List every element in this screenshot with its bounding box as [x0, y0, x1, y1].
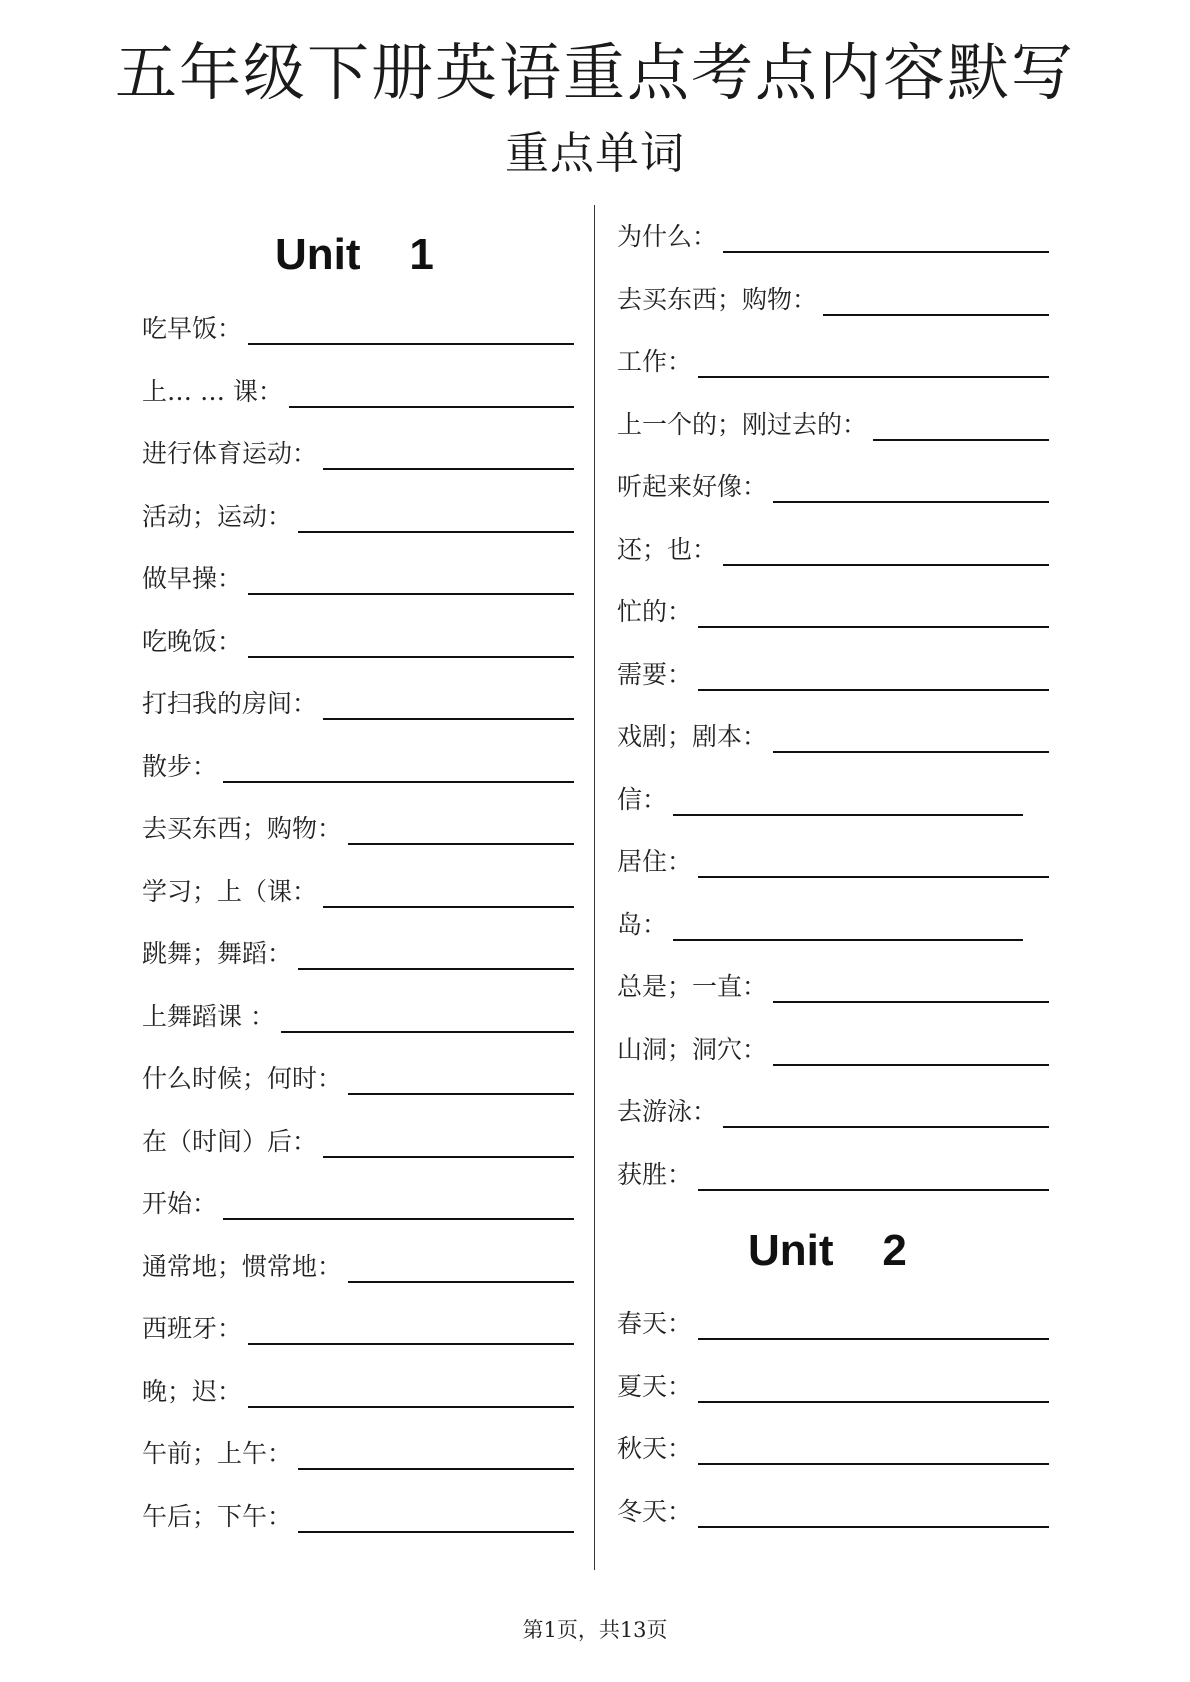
vocab-row — [142, 436, 574, 470]
vocab-prompt: 学习；上（课： — [142, 876, 318, 906]
answer-blank-line[interactable] — [223, 781, 574, 783]
vocab-prompt: 活动；运动： — [142, 501, 293, 531]
answer-blank-line[interactable] — [723, 564, 1049, 566]
vocab-prompt: 居住： — [617, 847, 693, 876]
vocab-prompt: 获胜： — [617, 1159, 693, 1189]
vocab-prompt: 打扫我的房间： — [142, 689, 318, 718]
vocab-prompt: 需要： — [617, 659, 693, 689]
answer-blank-line[interactable] — [281, 1031, 574, 1033]
vocab-prompt: 春天： — [617, 1309, 693, 1338]
answer-blank-line[interactable] — [323, 718, 574, 720]
answer-blank-line[interactable] — [289, 406, 574, 408]
answer-blank-line[interactable] — [248, 1406, 574, 1408]
vocab-row — [142, 811, 574, 845]
vocab-prompt: 秋天： — [617, 1434, 693, 1463]
vocab-row — [617, 1431, 1049, 1465]
vocab-prompt: 岛： — [617, 909, 668, 939]
answer-blank-line[interactable] — [348, 843, 574, 845]
answer-blank-line[interactable] — [248, 593, 574, 595]
vocab-row — [142, 499, 574, 533]
answer-blank-line[interactable] — [698, 1189, 1049, 1191]
vocab-row — [142, 311, 574, 345]
vocab-prompt: 做早操： — [142, 564, 243, 593]
vocab-prompt: 去买东西；购物： — [142, 814, 343, 843]
vocab-row — [617, 844, 1049, 878]
vocab-row — [617, 1306, 1049, 1340]
answer-blank-line[interactable] — [698, 1401, 1049, 1403]
answer-blank-line[interactable] — [698, 1338, 1049, 1340]
vocab-row — [142, 624, 574, 658]
vocab-prompt: 通常地；惯常地： — [142, 1251, 343, 1281]
vocab-row — [617, 282, 1049, 316]
answer-blank-line[interactable] — [773, 501, 1049, 503]
vocab-prompt: 夏天： — [617, 1371, 693, 1401]
vocab-row — [142, 561, 574, 595]
vocab-row — [142, 999, 574, 1033]
vocab-row — [142, 374, 574, 408]
vocab-prompt: 去游泳： — [617, 1097, 718, 1126]
vocab-row — [142, 874, 574, 908]
page-footer: 第1页，共13页 — [522, 1618, 668, 1642]
answer-blank-line[interactable] — [298, 968, 574, 970]
vocab-row — [617, 1157, 1049, 1191]
vocab-prompt: 什么时候；何时： — [142, 1064, 343, 1093]
answer-blank-line[interactable] — [773, 1001, 1049, 1003]
vocab-prompt: 上… … 课： — [142, 376, 283, 406]
vocab-prompt: 上一个的；刚过去的： — [617, 409, 868, 439]
answer-blank-line[interactable] — [773, 751, 1049, 753]
vocab-row — [142, 1311, 574, 1345]
vocab-row — [142, 1249, 574, 1283]
vocab-prompt: 午后；下午： — [142, 1501, 293, 1531]
answer-blank-line[interactable] — [348, 1093, 574, 1095]
answer-blank-line[interactable] — [698, 876, 1049, 878]
vocab-prompt: 信： — [617, 784, 668, 814]
vocab-row — [617, 219, 1049, 253]
answer-blank-line[interactable] — [673, 814, 1023, 816]
answer-blank-line[interactable] — [298, 531, 574, 533]
answer-blank-line[interactable] — [698, 689, 1049, 691]
vocab-prompt: 西班牙： — [142, 1314, 243, 1343]
answer-blank-line[interactable] — [698, 376, 1049, 378]
vocab-prompt: 还；也： — [617, 534, 718, 564]
vocab-row — [617, 657, 1049, 691]
vocab-prompt: 开始： — [142, 1189, 218, 1218]
answer-blank-line[interactable] — [698, 1526, 1049, 1528]
vocab-row — [142, 1374, 574, 1408]
answer-blank-line[interactable] — [298, 1468, 574, 1470]
answer-blank-line[interactable] — [698, 626, 1049, 628]
page-title: 五年级下册英语重点考点内容默写 — [114, 36, 1075, 109]
answer-blank-line[interactable] — [323, 906, 574, 908]
vocab-prompt: 听起来好像： — [617, 472, 768, 501]
vocab-prompt: 午前；上午： — [142, 1439, 293, 1468]
vocab-row — [617, 1494, 1049, 1528]
vocab-prompt: 上舞蹈课 ： — [142, 1001, 275, 1031]
vocab-prompt: 在（时间）后： — [142, 1126, 318, 1156]
vocab-row — [617, 594, 1049, 628]
vocab-row — [617, 1032, 1049, 1066]
answer-blank-line[interactable] — [873, 439, 1049, 441]
vocab-prompt: 忙的： — [617, 597, 693, 626]
answer-blank-line[interactable] — [823, 314, 1049, 316]
vocab-prompt: 晚；迟： — [142, 1376, 243, 1406]
vocab-row — [617, 407, 1049, 441]
answer-blank-line[interactable] — [323, 468, 574, 470]
answer-blank-line[interactable] — [773, 1064, 1049, 1066]
column-divider — [594, 205, 595, 1570]
answer-blank-line[interactable] — [348, 1281, 574, 1283]
vocab-prompt: 进行体育运动： — [142, 439, 318, 468]
vocab-row — [617, 907, 1023, 941]
vocab-row — [142, 686, 574, 720]
vocab-row — [142, 1061, 574, 1095]
vocab-row — [617, 782, 1023, 816]
vocab-row — [617, 719, 1049, 753]
vocab-prompt: 山洞；洞穴： — [617, 1034, 768, 1064]
answer-blank-line[interactable] — [698, 1463, 1049, 1465]
vocab-prompt: 吃晚饭： — [142, 626, 243, 656]
answer-blank-line[interactable] — [223, 1218, 574, 1220]
vocab-row — [142, 1186, 574, 1220]
vocab-prompt: 去买东西；购物： — [617, 284, 818, 314]
vocab-prompt: 总是；一直： — [617, 972, 768, 1001]
vocab-row — [617, 969, 1049, 1003]
answer-blank-line[interactable] — [248, 343, 574, 345]
vocab-prompt: 工作： — [617, 347, 693, 376]
vocab-row — [142, 1499, 574, 1533]
vocab-row — [617, 1094, 1049, 1128]
vocab-prompt: 为什么： — [617, 222, 718, 251]
vocab-row — [617, 532, 1049, 566]
vocab-row — [142, 1436, 574, 1470]
answer-blank-line[interactable] — [298, 1531, 574, 1533]
answer-blank-line[interactable] — [248, 1343, 574, 1345]
vocab-row — [142, 936, 574, 970]
vocab-row — [142, 749, 574, 783]
vocab-row — [142, 1124, 574, 1158]
vocab-prompt: 跳舞；舞蹈： — [142, 939, 293, 968]
answer-blank-line[interactable] — [673, 939, 1023, 941]
vocab-prompt: 冬天： — [617, 1496, 693, 1526]
vocab-row — [617, 1369, 1049, 1403]
vocab-prompt: 吃早饭： — [142, 314, 243, 343]
unit-2-heading: Unit 2 — [748, 1226, 907, 1275]
unit-1-heading: Unit 1 — [275, 230, 434, 279]
vocab-prompt: 戏剧；剧本： — [617, 722, 768, 751]
vocab-row — [617, 344, 1049, 378]
answer-blank-line[interactable] — [723, 1126, 1049, 1128]
vocab-row — [617, 469, 1049, 503]
answer-blank-line[interactable] — [323, 1156, 574, 1158]
answer-blank-line[interactable] — [723, 251, 1049, 253]
vocab-prompt: 散步： — [142, 751, 218, 781]
page-subtitle: 重点单词 — [505, 128, 685, 179]
answer-blank-line[interactable] — [248, 656, 574, 658]
